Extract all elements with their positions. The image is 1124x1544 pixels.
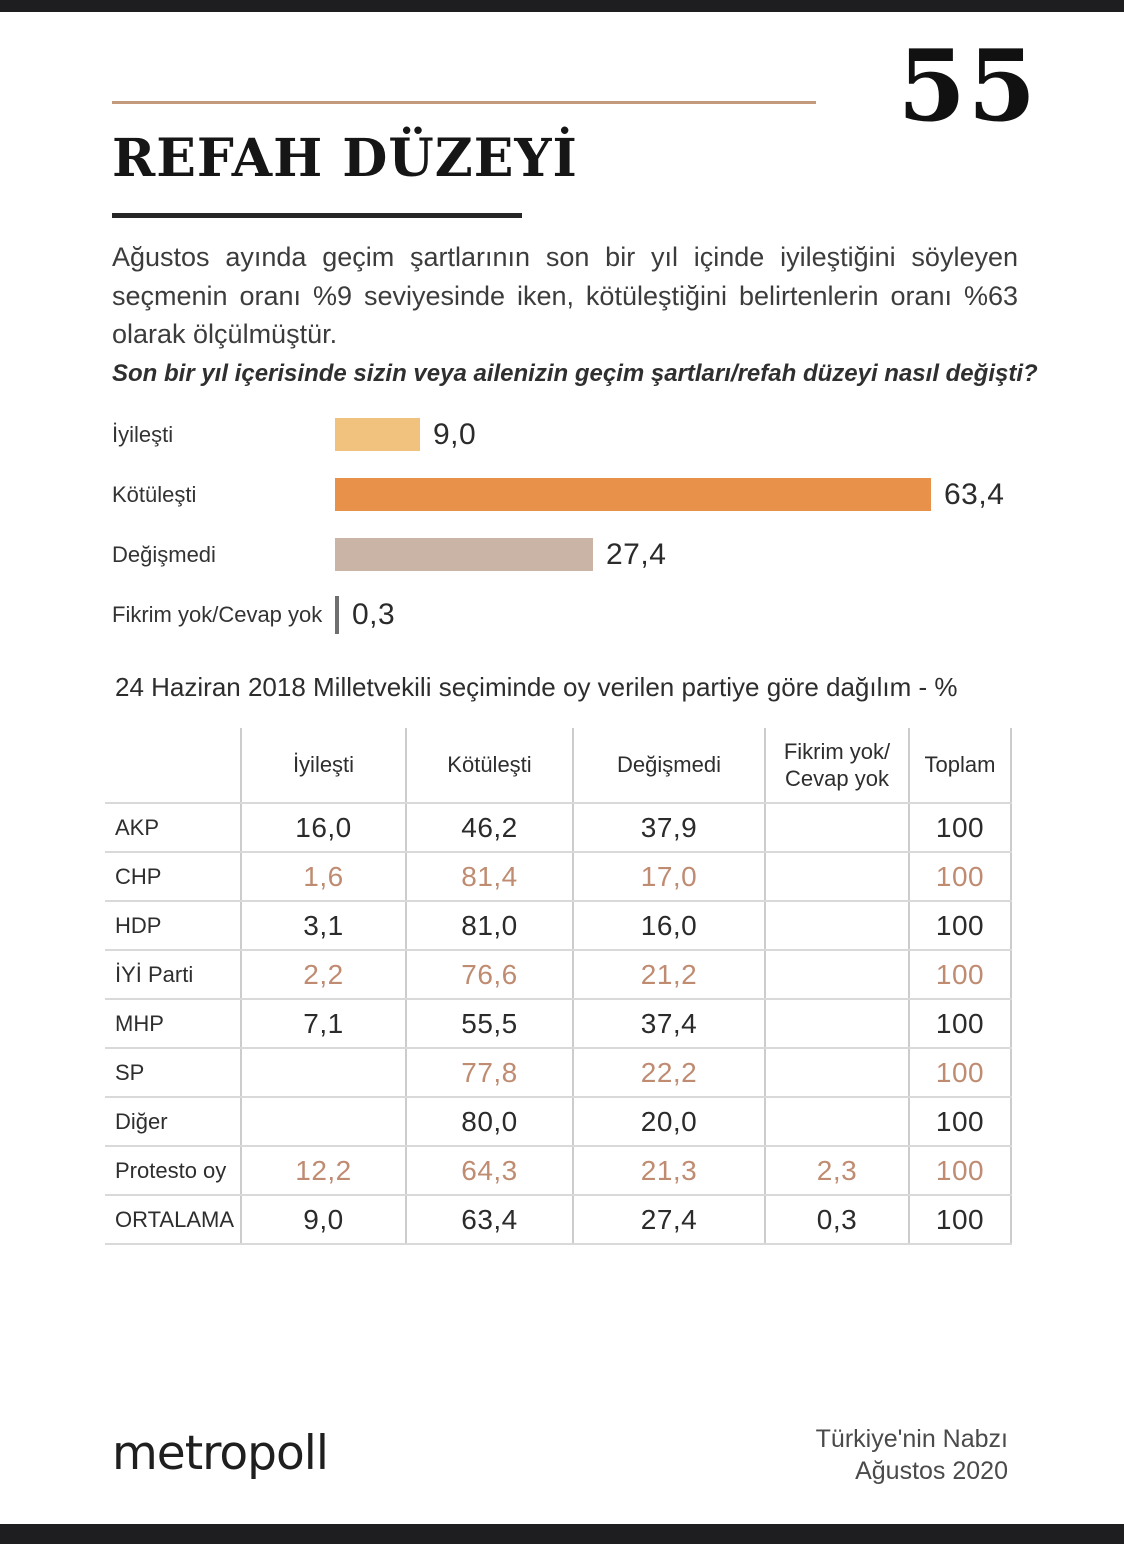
cell — [765, 999, 909, 1048]
cell: 37,9 — [573, 803, 765, 852]
bar-kotulesti — [335, 478, 931, 511]
bar-label: Fikrim yok/Cevap yok — [112, 601, 323, 627]
bottom-dark-bar — [0, 1524, 1124, 1544]
cell: 7,1 — [241, 999, 406, 1048]
cell: 2,2 — [241, 950, 406, 999]
cell: 2,3 — [765, 1146, 909, 1195]
row-label: CHP — [105, 852, 241, 901]
chart-row — [112, 478, 1072, 511]
row-label: ORTALAMA — [105, 1195, 241, 1244]
cell: 100 — [909, 999, 1011, 1048]
cell — [241, 1097, 406, 1146]
survey-question: Son bir yıl içerisinde sizin veya ailenizin geçim şartları/refah düzeyi nasıl değişti? — [112, 360, 1038, 387]
cell: 100 — [909, 803, 1011, 852]
cell: 81,4 — [406, 852, 573, 901]
table-row-akp — [105, 803, 1011, 852]
cell: 16,0 — [573, 901, 765, 950]
table-row-iyi-parti — [105, 950, 1011, 999]
table-row-ortalama — [105, 1195, 1011, 1244]
page-number: 55 — [897, 29, 1038, 144]
chart-row — [112, 418, 1072, 451]
table-row-diger — [105, 1097, 1011, 1146]
cell — [765, 901, 909, 950]
cell — [765, 950, 909, 999]
cell: 27,4 — [573, 1195, 765, 1244]
table-heading: 24 Haziran 2018 Milletvekili seçiminde oy verilen partiye göre dağılım - % — [115, 672, 958, 702]
cell: 100 — [909, 1146, 1011, 1195]
table-row-chp — [105, 852, 1011, 901]
cell: 100 — [909, 852, 1011, 901]
cell: 63,4 — [406, 1195, 573, 1244]
row-label: Diğer — [105, 1097, 241, 1146]
cell — [765, 1048, 909, 1097]
bar-iyilesti — [335, 418, 420, 451]
cell — [765, 852, 909, 901]
row-label: İYİ Parti — [105, 950, 241, 999]
cell: 21,3 — [573, 1146, 765, 1195]
row-label: HDP — [105, 901, 241, 950]
bar-value: 9,0 — [433, 417, 477, 451]
bar-chart — [112, 418, 1072, 658]
row-label: SP — [105, 1048, 241, 1097]
cell — [765, 1097, 909, 1146]
row-label: Protesto oy — [105, 1146, 241, 1195]
cell: 100 — [909, 901, 1011, 950]
cell: 37,4 — [573, 999, 765, 1048]
cell: 17,0 — [573, 852, 765, 901]
cell: 46,2 — [406, 803, 573, 852]
cell: 100 — [909, 950, 1011, 999]
cell: 100 — [909, 1048, 1011, 1097]
header-rule — [112, 101, 816, 104]
cell: 81,0 — [406, 901, 573, 950]
page-title: REFAH DÜZEYİ — [112, 128, 578, 189]
cell: 64,3 — [406, 1146, 573, 1195]
bar-degismedi — [335, 538, 593, 571]
table-row-sp — [105, 1048, 1011, 1097]
cell: 76,6 — [406, 950, 573, 999]
col-iyilesti: İyileşti — [241, 728, 406, 803]
row-label: MHP — [105, 999, 241, 1048]
table-header-row — [105, 728, 1011, 803]
cell — [765, 803, 909, 852]
cell: 9,0 — [241, 1195, 406, 1244]
chart-row — [112, 538, 1072, 571]
cell: 16,0 — [241, 803, 406, 852]
row-label: AKP — [105, 803, 241, 852]
bar-label: Kötüleşti — [112, 481, 197, 507]
bar-label: İyileşti — [112, 421, 174, 447]
bar-fikrim-yok — [335, 596, 339, 634]
party-breakdown-table — [105, 728, 1012, 1245]
cell: 22,2 — [573, 1048, 765, 1097]
cell: 3,1 — [241, 901, 406, 950]
title-underline — [112, 213, 522, 218]
bar-value: 63,4 — [944, 477, 1005, 511]
cell — [241, 1048, 406, 1097]
chart-row — [112, 598, 1072, 631]
metropoll-logo: metropoll — [112, 1426, 328, 1481]
cell: 100 — [909, 1097, 1011, 1146]
col-toplam: Toplam — [909, 728, 1011, 803]
cell: 0,3 — [765, 1195, 909, 1244]
col-party — [105, 728, 241, 803]
table-row-hdp — [105, 901, 1011, 950]
cell: 55,5 — [406, 999, 573, 1048]
col-kotulesti: Kötüleşti — [406, 728, 573, 803]
publication-name: Türkiye'nin Nabzı — [815, 1425, 1008, 1453]
cell: 80,0 — [406, 1097, 573, 1146]
table-row-mhp — [105, 999, 1011, 1048]
intro-paragraph: Ağustos ayında geçim şartlarının son bir yıl içinde iyileştiğini söyleyen seçmenin oranı %9 seviyesinde iken, kötüleştiğini belirtenlerin oranı %63 olarak ölçülmüştür. — [112, 242, 1018, 350]
col-fikrim-yok: Fikrim yok/ Cevap yok — [765, 728, 909, 803]
cell: 20,0 — [573, 1097, 765, 1146]
cell: 100 — [909, 1195, 1011, 1244]
bar-label: Değişmedi — [112, 541, 216, 567]
publication-date: Ağustos 2020 — [855, 1456, 1008, 1485]
bar-value: 0,3 — [352, 597, 396, 631]
cell: 1,6 — [241, 852, 406, 901]
bar-value: 27,4 — [606, 537, 667, 571]
top-dark-bar — [0, 0, 1124, 12]
cell: 77,8 — [406, 1048, 573, 1097]
col-degismedi: Değişmedi — [573, 728, 765, 803]
footer-publication-info — [816, 1424, 1008, 1487]
cell: 21,2 — [573, 950, 765, 999]
cell: 12,2 — [241, 1146, 406, 1195]
table-row-protesto-oy — [105, 1146, 1011, 1195]
